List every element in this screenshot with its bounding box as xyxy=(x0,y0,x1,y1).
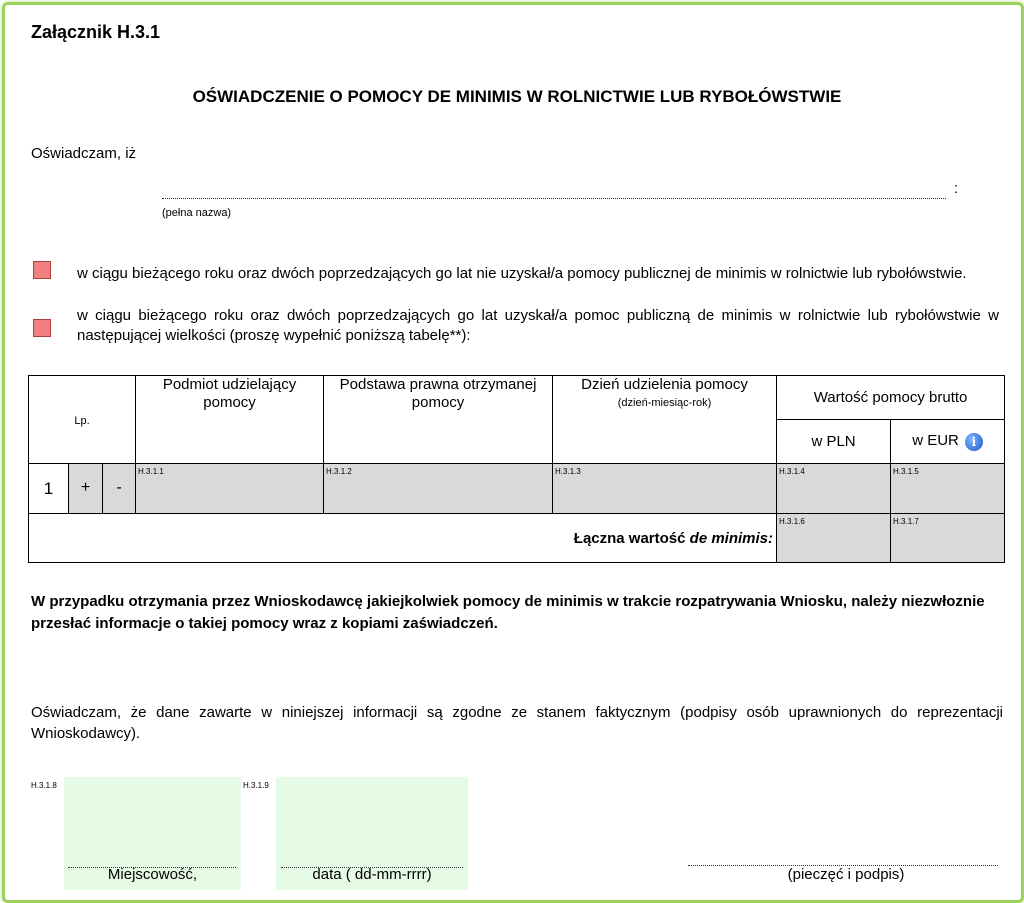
col-date-header: Dzień udzielenia pomocy xyxy=(581,376,748,393)
total-pln-field-code: H.3.1.6 xyxy=(779,517,805,526)
col-eur-header: w EUR xyxy=(912,432,959,450)
col-lp-header: Lp. xyxy=(74,414,90,427)
notice-text: W przypadku otrzymania przez Wnioskodawcę jakiejkolwiek pomocy de minimis w trakcie rozpatrywania Wniosku, należy niezwłoznie przesłać informacje o takiej pomocy wraz z kopiami zaświadczeń. xyxy=(31,593,985,632)
full-name-field[interactable] xyxy=(162,197,946,199)
entity-field[interactable] xyxy=(136,464,324,514)
value-pln-field-code: H.3.1.4 xyxy=(779,467,805,476)
stamp-signature-caption: (pieczęć i podpis) xyxy=(787,866,905,883)
value-pln-field[interactable] xyxy=(777,464,891,514)
grant-date-field-code: H.3.1.3 xyxy=(555,467,581,476)
info-icon[interactable]: i xyxy=(965,433,983,451)
total-eur-field-code: H.3.1.7 xyxy=(893,517,919,526)
page-title: OŚWIADCZENIE O POMOCY DE MINIMIS W ROLNICTWIE LUB RYBOŁÓWSTWIE xyxy=(192,87,842,106)
remove-row-button[interactable]: - xyxy=(116,479,122,496)
full-name-caption: (pełna nazwa) xyxy=(162,207,232,219)
add-row-button[interactable]: + xyxy=(80,479,91,496)
annex-label: Załącznik H.3.1 xyxy=(31,22,161,42)
col-value-header: Wartość pomocy brutto xyxy=(813,388,968,406)
date-caption: data ( dd-mm-rrrr) xyxy=(312,866,432,883)
value-eur-field[interactable] xyxy=(891,464,1005,514)
value-eur-field-code: H.3.1.5 xyxy=(893,467,919,476)
declaration-intro: Oświadczam, iż xyxy=(31,145,137,162)
colon-mark: : xyxy=(954,180,959,197)
place-caption: Miejscowość, xyxy=(107,866,198,883)
col-entity-header: Podmiot udzielający pomocy xyxy=(162,376,297,411)
aid-table xyxy=(28,375,1005,563)
option-no-aid-label: w ciągu bieżącego roku oraz dwóch poprzedzających go lat nie uzyskał/a pomocy publicznej de minimis w rolnictwie lub rybołówstwie. xyxy=(77,265,967,282)
total-pln-field[interactable] xyxy=(777,514,891,563)
grant-date-field[interactable] xyxy=(553,464,777,514)
option-aid-received-label: w ciągu bieżącego roku oraz dwóch poprzedzających go lat uzyskał/a pomoc publiczną de minimis w rolnictwie lub rybołówstwie w następującej wielkości (proszę wypełnić poniższą tabelę**): xyxy=(77,307,999,344)
total-label: Łączna wartość de minimis: xyxy=(573,529,774,547)
row-number: 1 xyxy=(43,478,54,498)
option-no-aid-checkbox[interactable] xyxy=(33,261,51,279)
total-eur-field[interactable] xyxy=(891,514,1005,563)
entity-field-code: H.3.1.1 xyxy=(138,467,164,476)
option-aid-received-checkbox[interactable] xyxy=(33,319,51,337)
place-field-code: H.3.1.8 xyxy=(31,781,57,790)
legal-basis-field-code: H.3.1.2 xyxy=(326,467,352,476)
col-date-hint: (dzień-miesiąc-rok) xyxy=(617,397,712,409)
confirmation-text: Oświadczam, że dane zawarte w niniejszej informacji są zgodne ze stanem faktycznym (podpisy osób uprawnionych do reprezentacji Wnioskodawcy). xyxy=(31,704,1003,742)
date-field-code: H.3.1.9 xyxy=(243,781,269,790)
col-pln-header: w PLN xyxy=(811,432,856,450)
legal-basis-field[interactable] xyxy=(324,464,553,514)
col-legal-basis-header: Podstawa prawna otrzymanej pomocy xyxy=(339,376,537,411)
